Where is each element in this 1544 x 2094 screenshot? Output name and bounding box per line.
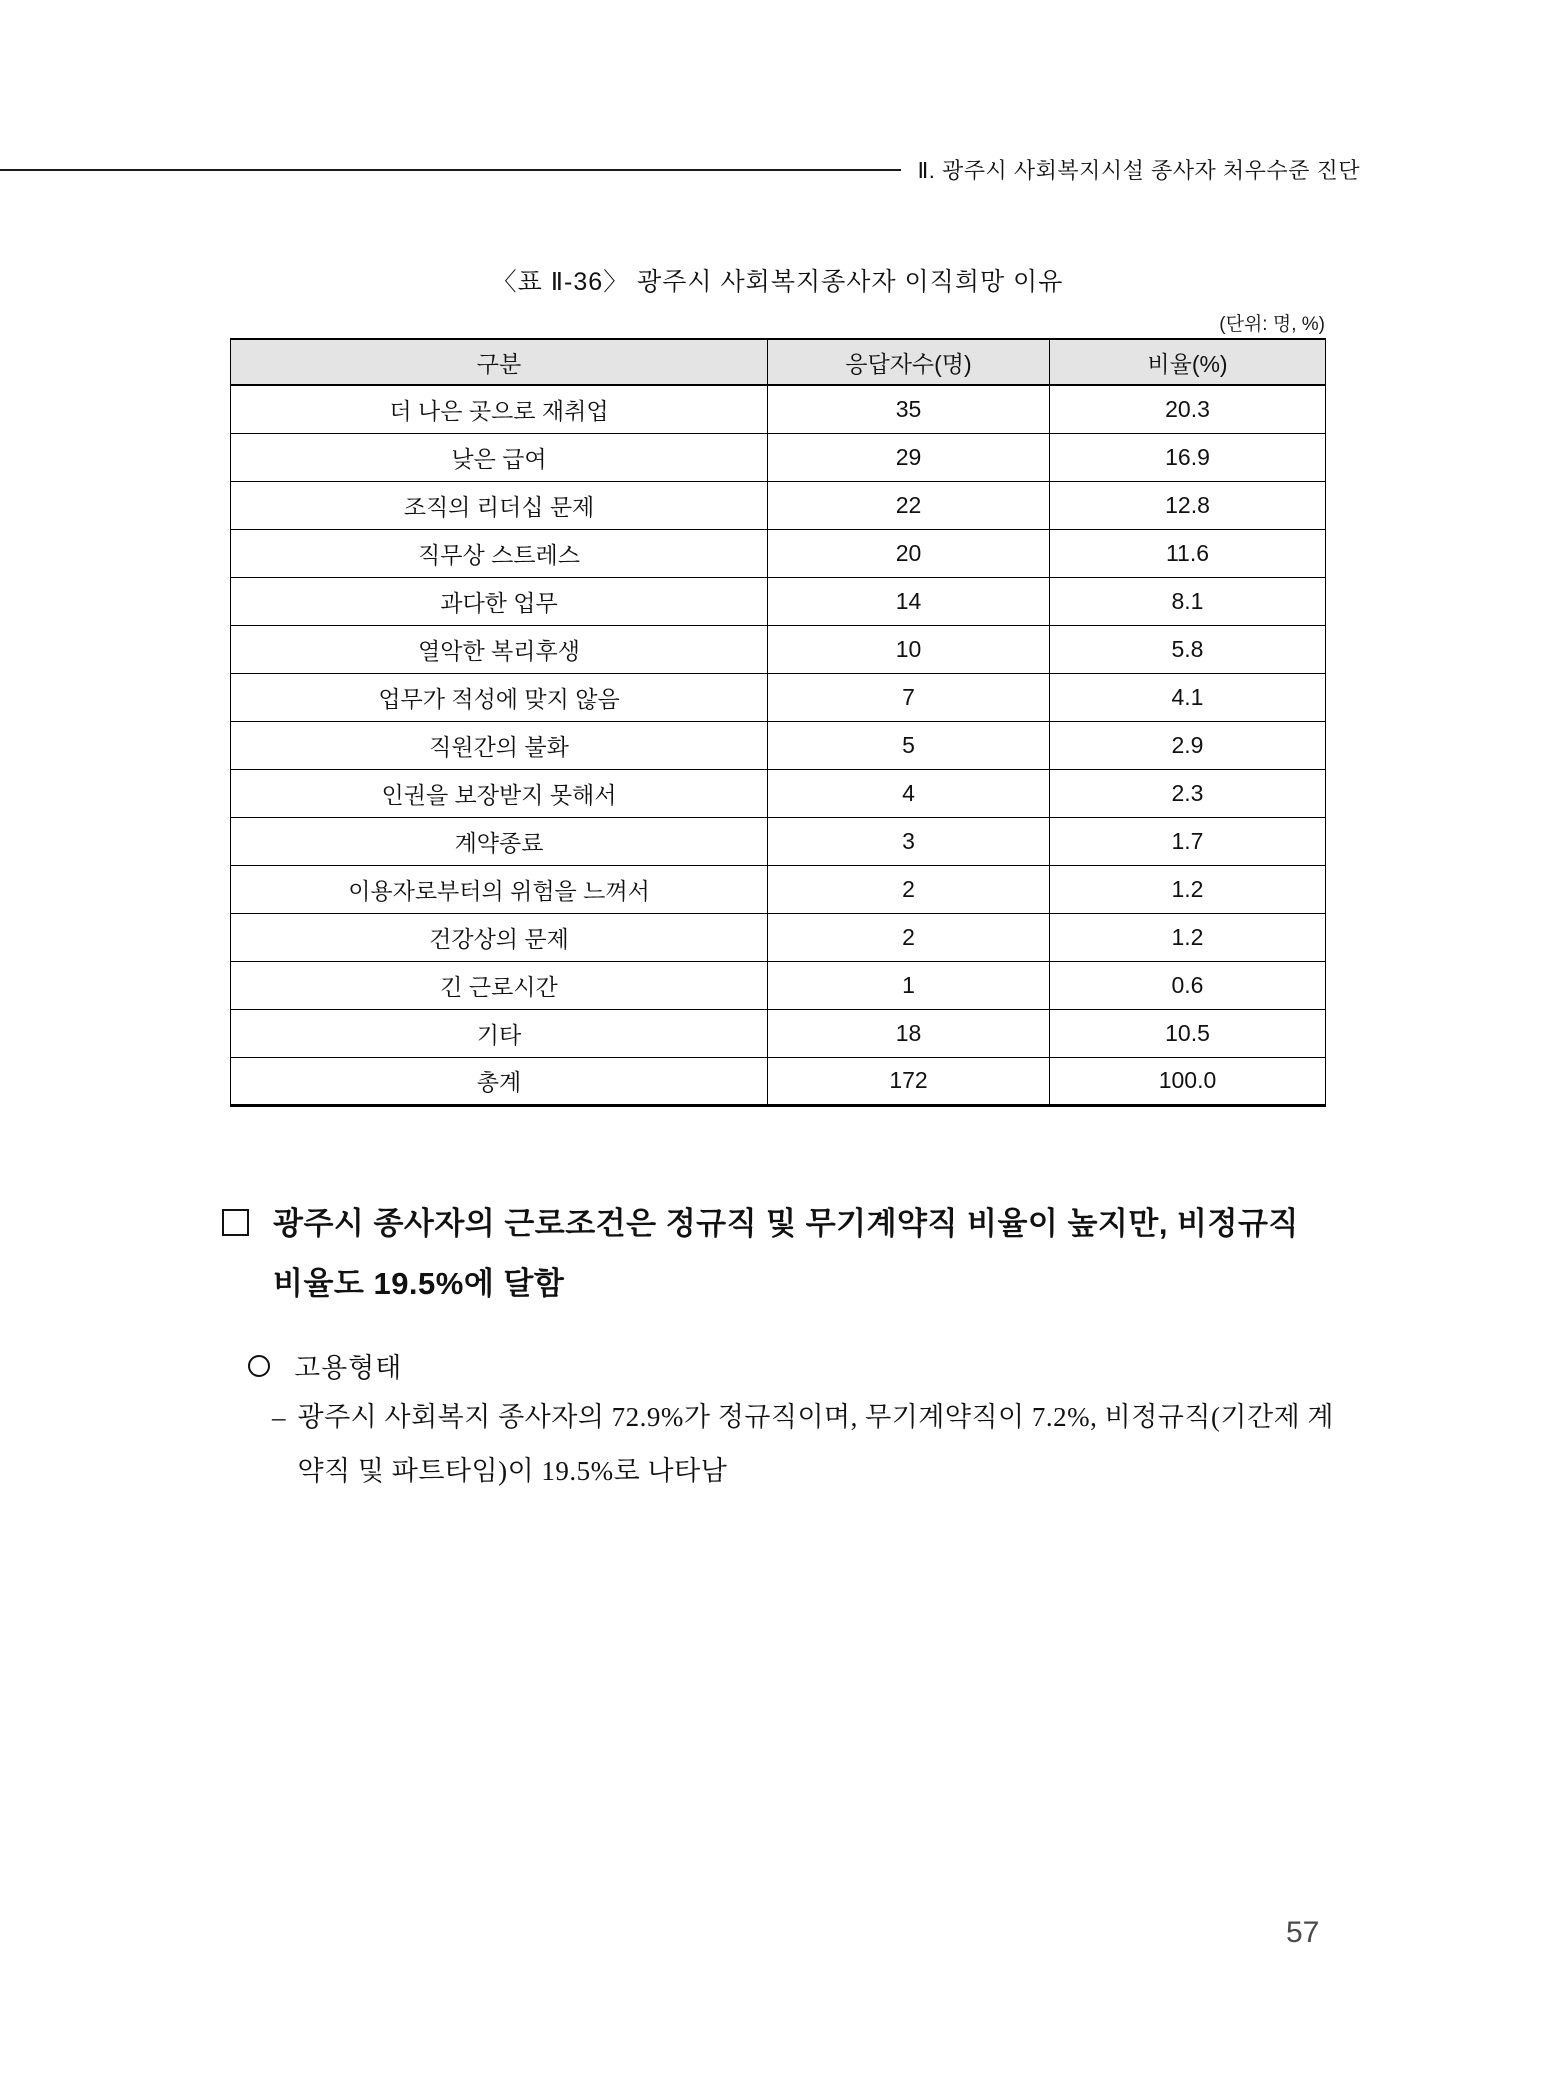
table-row xyxy=(231,577,1326,625)
cell-count: 18 xyxy=(768,1009,1050,1057)
section-heading-block xyxy=(222,1194,1344,1314)
cell-count: 172 xyxy=(768,1057,1050,1105)
page-number: 57 xyxy=(1286,1916,1320,1949)
cell-count: 14 xyxy=(768,577,1050,625)
cell-percent: 5.8 xyxy=(1050,625,1326,673)
cell-percent: 10.5 xyxy=(1050,1009,1326,1057)
cell-reason: 인권을 보장받지 못해서 xyxy=(231,769,768,817)
cell-percent: 12.8 xyxy=(1050,481,1326,529)
table-row xyxy=(231,625,1326,673)
table-row xyxy=(231,913,1326,961)
section-heading-text: 광주시 종사자의 근로조건은 정규직 및 무기계약직 비율이 높지만, 비정규직 비율도 19.5%에 달함 xyxy=(273,1206,1299,1301)
cell-reason: 이용자로부터의 위험을 느껴서 xyxy=(231,865,768,913)
table-row xyxy=(231,433,1326,481)
cell-count: 1 xyxy=(768,961,1050,1009)
cell-reason: 업무가 적성에 맞지 않음 xyxy=(231,673,768,721)
running-header-title: Ⅱ. 광주시 사회복지시설 종사자 처우수준 진단 xyxy=(917,158,1360,183)
cell-count: 5 xyxy=(768,721,1050,769)
table-row xyxy=(231,481,1326,529)
cell-reason: 조직의 리더십 문제 xyxy=(231,481,768,529)
cell-reason: 직무상 스트레스 xyxy=(231,529,768,577)
cell-reason: 계약종료 xyxy=(231,817,768,865)
header-rule xyxy=(0,169,901,171)
detail-item-text: 광주시 사회복지 종사자의 72.9%가 정규직이며, 무기계약직이 7.2%, 비정규직(기간제 계약직 및 파트타임)이 19.5%로 나타남 xyxy=(297,1402,1335,1486)
cell-percent: 11.6 xyxy=(1050,529,1326,577)
sub-heading-text: 고용형태 xyxy=(294,1353,403,1383)
cell-count: 2 xyxy=(768,913,1050,961)
table-header-row xyxy=(231,339,1326,385)
table-row xyxy=(231,865,1326,913)
square-bullet-icon xyxy=(222,1209,249,1236)
cell-percent: 4.1 xyxy=(1050,673,1326,721)
running-header xyxy=(0,154,1360,185)
table-row xyxy=(231,385,1326,433)
table-row xyxy=(231,721,1326,769)
table-row-total xyxy=(231,1057,1326,1105)
table-row xyxy=(231,673,1326,721)
cell-percent: 20.3 xyxy=(1050,385,1326,433)
cell-percent: 1.2 xyxy=(1050,865,1326,913)
cell-percent: 1.2 xyxy=(1050,913,1326,961)
table-row xyxy=(231,769,1326,817)
cell-count: 29 xyxy=(768,433,1050,481)
dash-bullet: – xyxy=(272,1402,286,1432)
table-row xyxy=(231,817,1326,865)
cell-percent: 2.9 xyxy=(1050,721,1326,769)
column-header-percent: 비율(%) xyxy=(1050,339,1326,385)
sub-heading-block xyxy=(248,1346,402,1385)
detail-item-block xyxy=(272,1390,1360,1498)
cell-reason: 직원간의 불화 xyxy=(231,721,768,769)
cell-percent: 2.3 xyxy=(1050,769,1326,817)
cell-count: 22 xyxy=(768,481,1050,529)
cell-count: 10 xyxy=(768,625,1050,673)
turnover-reason-table xyxy=(230,338,1326,1107)
table-unit-note: (단위: 명, %) xyxy=(1219,314,1325,335)
cell-percent: 100.0 xyxy=(1050,1057,1326,1105)
cell-count: 20 xyxy=(768,529,1050,577)
circle-bullet-icon xyxy=(248,1355,270,1377)
cell-reason: 더 나은 곳으로 재취업 xyxy=(231,385,768,433)
cell-count: 2 xyxy=(768,865,1050,913)
table-row xyxy=(231,529,1326,577)
table-row xyxy=(231,1009,1326,1057)
cell-percent: 16.9 xyxy=(1050,433,1326,481)
column-header-category: 구분 xyxy=(231,339,768,385)
cell-reason: 과다한 업무 xyxy=(231,577,768,625)
cell-percent: 8.1 xyxy=(1050,577,1326,625)
cell-reason: 낮은 급여 xyxy=(231,433,768,481)
table-row xyxy=(231,961,1326,1009)
cell-count: 4 xyxy=(768,769,1050,817)
cell-reason: 긴 근로시간 xyxy=(231,961,768,1009)
cell-reason: 열악한 복리후생 xyxy=(231,625,768,673)
cell-reason: 기타 xyxy=(231,1009,768,1057)
cell-count: 7 xyxy=(768,673,1050,721)
column-header-respondents: 응답자수(명) xyxy=(768,339,1050,385)
cell-percent: 0.6 xyxy=(1050,961,1326,1009)
table-caption: 〈표 Ⅱ-36〉 광주시 사회복지종사자 이직희망 이유 xyxy=(491,268,1064,296)
cell-count: 3 xyxy=(768,817,1050,865)
cell-count: 35 xyxy=(768,385,1050,433)
cell-percent: 1.7 xyxy=(1050,817,1326,865)
cell-reason: 건강상의 문제 xyxy=(231,913,768,961)
cell-reason: 총계 xyxy=(231,1057,768,1105)
